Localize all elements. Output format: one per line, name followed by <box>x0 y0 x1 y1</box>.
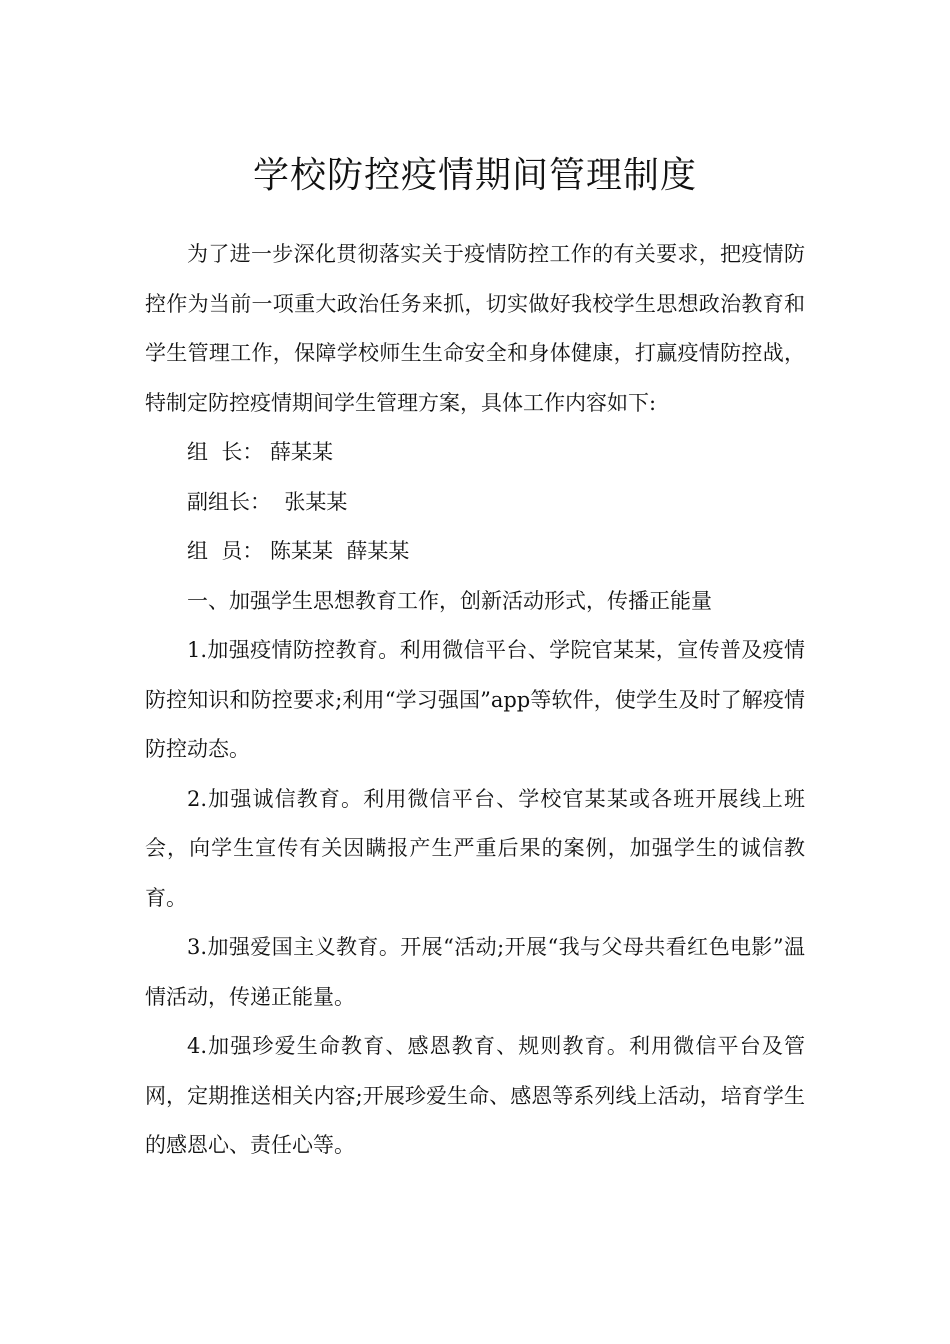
member-names: 陈某某 薛某某 <box>263 539 410 563</box>
intro-paragraph: 为了进一步深化贯彻落实关于疫情防控工作的有关要求，把疫情防控作为当前一项重大政治任务来抓，切实做好我校学生思想政治教育和学生管理工作，保障学校师生生命安全和身体健康，打赢疫情防控战，特制定防控疫情期间学生管理方案，具体工作内容如下: <box>145 242 805 415</box>
member-role: 副组长： <box>187 489 271 514</box>
list-item: 2.加强诚信教育。利用微信平台、学校官某某或各班开展线上班会，向学生宣传有关因瞒报产生严重后果的案例，加强学生的诚信教育。 <box>145 786 805 910</box>
member-line-leader <box>145 428 805 478</box>
member-line-members <box>145 527 805 577</box>
member-names: 张某某 <box>271 489 348 514</box>
list-item: 3.加强爱国主义教育。开展“活动;开展“我与父母共看红色电影”温情活动，传递正能量。 <box>145 935 805 1009</box>
member-role: 组 长： <box>187 440 264 464</box>
document-title: 学校防控疫情期间管理制度 <box>252 155 697 197</box>
document-body <box>145 230 805 1171</box>
section-heading: 一、加强学生思想教育工作，创新活动形式，传播正能量 <box>187 588 712 613</box>
member-line-deputy <box>145 478 805 528</box>
member-role: 组 员： <box>187 539 264 563</box>
member-names: 薛某某 <box>263 440 334 464</box>
list-item: 4.加强珍爱生命教育、感恩教育、规则教育。利用微信平台及管网，定期推送相关内容;开展珍爱生命、感恩等系列线上活动，培育学生的感恩心、责任心等。 <box>145 1034 805 1157</box>
list-item: 1.加强疫情防控教育。利用微信平台、学院官某某，宣传普及疫情防控知识和防控要求;利用“学习强国”app等软件，使学生及时了解疫情防控动态。 <box>145 638 805 761</box>
